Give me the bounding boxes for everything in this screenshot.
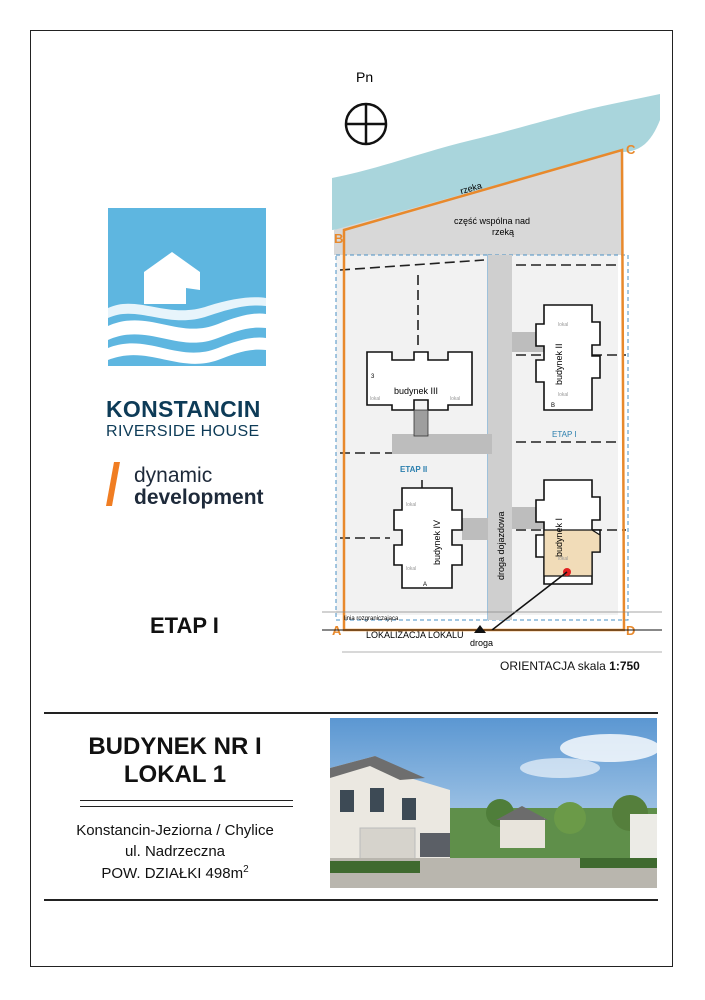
road-label: droga [470,638,494,648]
house-photo [330,718,657,888]
building-2-label: budynek II [554,343,564,385]
unit-label-4b: lokal [406,566,417,572]
slash-icon [106,462,120,506]
brand-name: KONSTANCIN [106,396,261,422]
developer-name-2: development [134,486,264,509]
entrance-mark-b: B [551,403,556,409]
plot-area: POW. DZIAŁKI $498m^2$ [101,864,249,882]
unit-label-3a: lokal [370,396,381,402]
unit-label-2b: lokal [558,392,569,398]
site-plan [322,60,662,680]
corner-b: B [334,231,344,246]
divider-line-2 [80,806,293,807]
stage-2-label: ETAP II [400,465,428,474]
unit-label-1: lokal [558,556,569,562]
river-label: rzeka [459,180,484,197]
unit-location-label: LOKALIZACJA LOKALU [366,630,464,640]
building-4-label: budynek IV [432,519,442,565]
corner-d: D [626,623,636,638]
common-area-label-1: część wspólna nad [454,216,531,226]
unit-label-2a: lokal [558,322,569,328]
address-city: Konstancin-Jeziorna / Chylice [76,822,274,839]
corner-a: A [332,623,342,638]
konstancin-logo [108,208,266,366]
developer-logo [106,460,306,520]
address-street: ul. Nadrzeczna [124,843,226,860]
developer-name-1: dynamic [134,464,213,487]
unit-number-3: 3 [371,374,375,380]
orientation-scale: ORIENTACJA skala 1:750 [500,659,640,673]
compass-icon [346,104,386,144]
divider-line-1 [80,800,293,801]
building-1-label: budynek I [554,517,564,557]
divider-top [44,712,658,714]
building-title: BUDYNEK NR I [88,733,262,760]
entrance-mark-a: A [423,582,428,588]
unit-title: LOKAL 1 [123,761,227,788]
boundary-line-label: linia rozgraniczająca [344,616,399,622]
access-road-label: droga dojazdowa [496,511,506,580]
building-3-label: budynek III [394,386,439,396]
unit-label-3b: lokal [450,396,461,402]
unit-label-4a: lokal [406,502,417,508]
brand-subname: RIVERSIDE HOUSE [106,423,260,440]
corner-c: C [626,142,636,157]
divider-bottom [44,899,658,901]
stage-label: ETAP I [150,613,219,638]
common-area-label-2: rzeką [492,227,515,237]
north-label: Pn [356,69,374,85]
stage-1-label: ETAP I [552,430,577,439]
